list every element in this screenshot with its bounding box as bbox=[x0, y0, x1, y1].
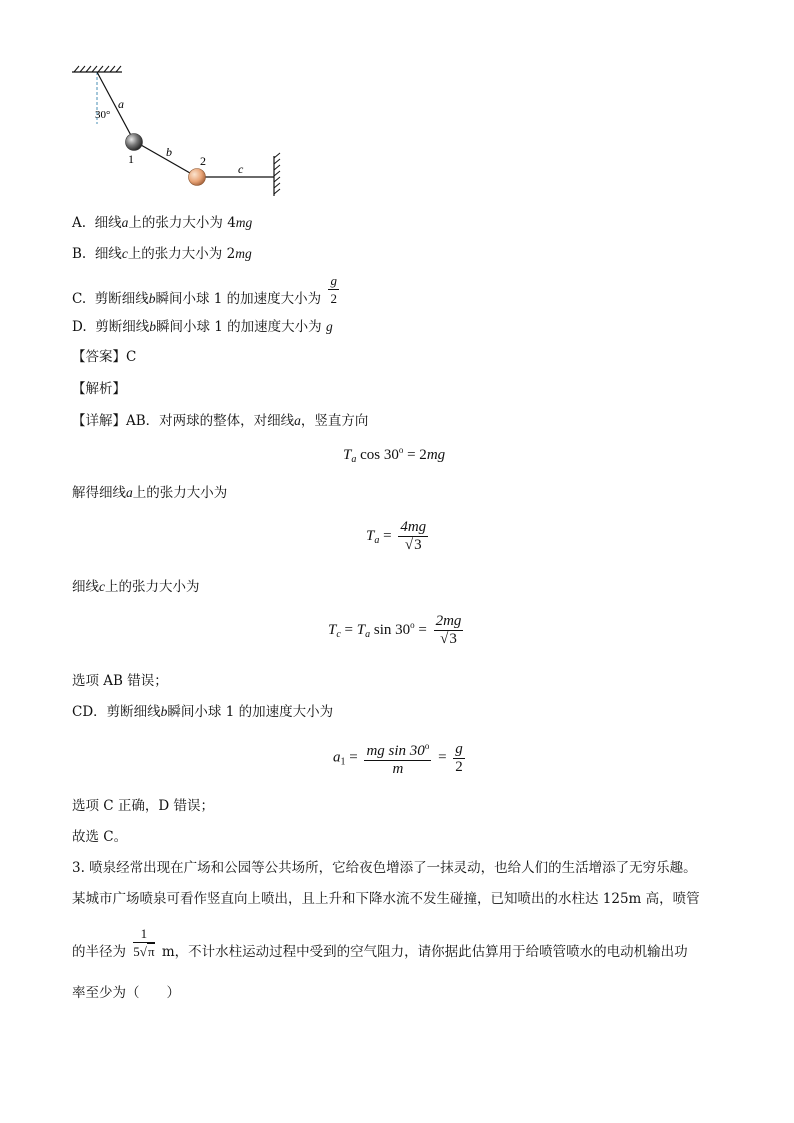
pendulum-diagram bbox=[66, 62, 296, 197]
label-ball1: 1 bbox=[128, 152, 134, 166]
option-d: D. 剪断细线b瞬间小球 1 的加速度大小为 g bbox=[72, 319, 333, 335]
label-c: c bbox=[238, 162, 244, 176]
detail-line-5: CD．剪断细线b瞬间小球 1 的加速度大小为 bbox=[72, 704, 334, 720]
angle-label: 30° bbox=[95, 109, 111, 121]
label-ball2: 2 bbox=[200, 154, 206, 168]
label-a: a bbox=[118, 97, 124, 111]
label-b: b bbox=[166, 145, 172, 159]
option-c: C. 剪断细线b瞬间小球 1 的加速度大小为 $\frac{g}{2}$ bbox=[72, 273, 337, 307]
question3-line-1: 3. 喷泉经常出现在广场和公园等公共场所，它给夜色增添了一抹灵动，也给人们的生活增添了无穷乐趣。 bbox=[72, 860, 697, 876]
answer-line: 【答案】C bbox=[72, 349, 137, 365]
equation-2: $T_a$ = $\frac{4mg}{√3}$ bbox=[366, 519, 427, 553]
detail-line-6: 选项 C 正确，D 错误； bbox=[72, 798, 215, 814]
ball-1 bbox=[126, 134, 143, 151]
option-b: B. 细线c上的张力大小为 2mg bbox=[72, 246, 252, 262]
analysis-label: 【解析】 bbox=[72, 381, 126, 397]
detail-line-1: 【详解】AB．对两球的整体，对细线a，竖直方向 bbox=[72, 413, 369, 429]
equation-4: $a_1$ = $\frac{mg \sin 30^o}{m}$ = $\frac{g}{2}$ bbox=[333, 738, 468, 778]
detail-line-2: 解得细线a上的张力大小为 bbox=[72, 485, 228, 501]
option-a: A. 细线a上的张力大小为 4mg bbox=[72, 215, 253, 231]
question3-line-4: 率至少为（ ） bbox=[72, 985, 180, 1001]
option-c-fraction: $\frac{g}{2}$ bbox=[330, 273, 337, 306]
question3-line-2: 某城市广场喷泉可看作竖直向上喷出，且上升和下降水流不发生碰撞，已知喷出的水柱达 125m 高，喷管 bbox=[72, 891, 700, 907]
equation-3: $T_c = T_a$ sin 30$^o$ = $\frac{2mg}{√3}$ bbox=[328, 613, 462, 647]
equation-1: $T_a$ cos 30$^o$ = 2mg bbox=[343, 445, 446, 465]
detail-line-4: 选项 AB 错误； bbox=[72, 673, 168, 689]
detail-line-7: 故选 C。 bbox=[72, 829, 128, 845]
question3-line-3: 的半径为 $\frac{1}{5√\pi}$ m，不计水柱运动过程中受到的空气阻力，请你据此估算用于给喷管喷水的电动机输出功 bbox=[72, 926, 688, 960]
detail-line-3: 细线c上的张力大小为 bbox=[72, 579, 200, 595]
ball-2 bbox=[189, 169, 206, 186]
